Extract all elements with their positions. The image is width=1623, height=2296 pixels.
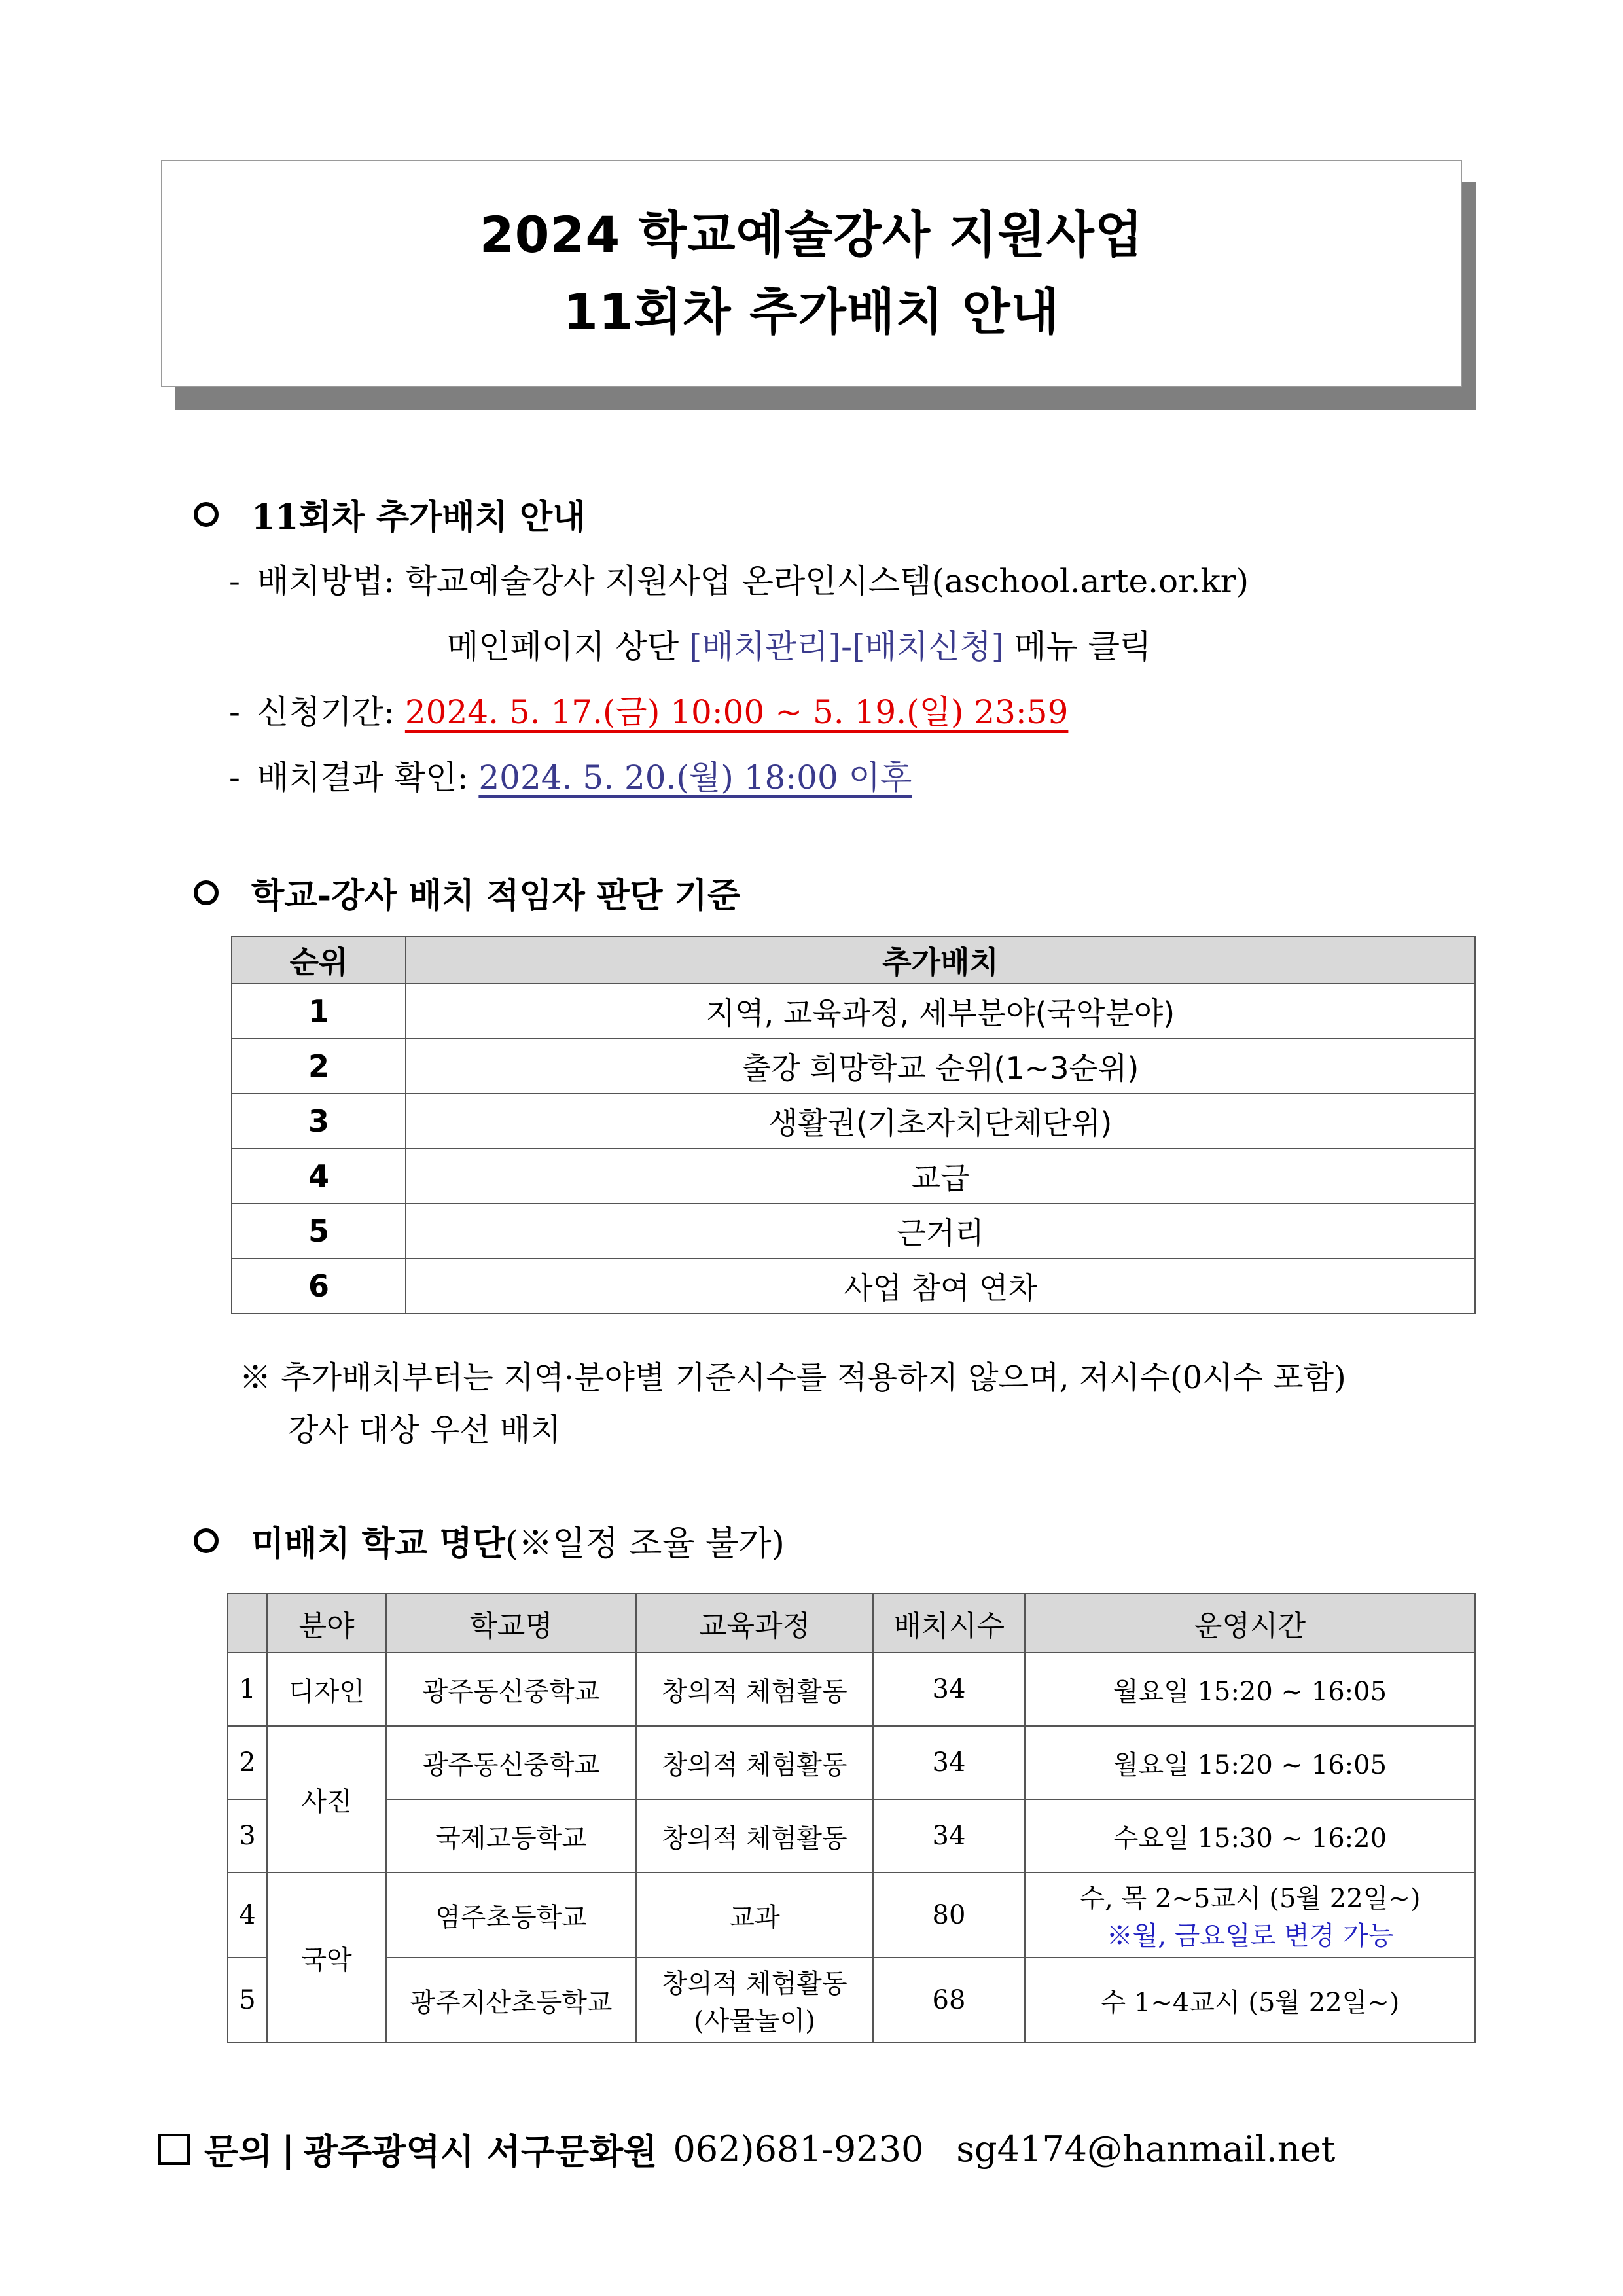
- note-line-1: ※ 추가배치부터는 지역·분야별 기준시수를 적용하지 않으며, 저시수(0시수 포함): [240, 1359, 1346, 1396]
- note-line-2: 강사 대상 우선 배치: [288, 1412, 561, 1448]
- course-text: 창의적 체험활동: [662, 1969, 847, 1999]
- time-cell: [1025, 1873, 1475, 1958]
- result-label: 배치결과 확인:: [257, 759, 469, 797]
- time-header: 운영시간: [1025, 1594, 1475, 1653]
- school-cell: 염주초등학교: [386, 1873, 636, 1958]
- table-row: [228, 1873, 1475, 1958]
- no-cell: 4: [228, 1873, 267, 1958]
- method-label: 배치방법:: [257, 562, 395, 600]
- method-line-2: [447, 620, 1151, 668]
- divider-bar: |: [281, 2128, 294, 2170]
- course-cell: 창의적 체험활동: [636, 1726, 873, 1799]
- title-line-1: 2024 학교예술강사 지원사업: [479, 206, 1144, 264]
- period-value: 2024. 5. 17.(금) 10:00 ~ 5. 19.(일) 23:59: [404, 693, 1069, 731]
- section2-heading-text: 학교-강사 배치 적임자 판단 기준: [251, 876, 741, 916]
- table-row: [232, 1094, 1475, 1149]
- title-box: [161, 160, 1462, 387]
- circle-bullet-icon: [194, 1528, 219, 1553]
- field-cell: 디자인: [267, 1653, 386, 1726]
- time-cell: 월요일 15:20 ~ 16:05: [1025, 1726, 1475, 1799]
- time-cell: 수요일 15:30 ~ 16:20: [1025, 1799, 1475, 1873]
- rank-header: 순위: [232, 937, 406, 984]
- table-row: [232, 1204, 1475, 1259]
- table-row: [232, 1149, 1475, 1204]
- table-row: [228, 1726, 1475, 1799]
- contact-footer: [158, 2124, 1335, 2174]
- school-cell: 광주지산초등학교: [386, 1958, 636, 2043]
- result-line: - 배치결과 확인: 2024. 5. 20.(월) 18:00 이후: [229, 759, 912, 797]
- section3-heading-light: (※일정 조율 불가): [505, 1524, 785, 1564]
- section3-heading-bold: 미배치 학교 명단: [251, 1524, 505, 1564]
- method-line2-pre: 메인페이지 상단: [447, 628, 689, 666]
- no-cell: 1: [228, 1653, 267, 1726]
- method-value: 학교예술강사 지원사업 온라인시스템(aschool.arte.or.kr): [404, 562, 1249, 600]
- contact-email: sg4174@hanmail.net: [956, 2128, 1336, 2170]
- course-cell: [636, 1958, 873, 2043]
- result-value: 2024. 5. 20.(월) 18:00 이후: [478, 759, 912, 797]
- course-cell: 창의적 체험활동: [636, 1653, 873, 1726]
- criteria-cell: 지역, 교육과정, 세부분야(국악분야): [406, 984, 1475, 1039]
- rank-cell: 6: [232, 1259, 406, 1314]
- school-header-row: [228, 1594, 1475, 1653]
- method-line: - 배치방법: 학교예술강사 지원사업 온라인시스템(aschool.arte.or.kr): [229, 562, 1249, 600]
- course-sub-text: (사물놀이): [694, 2006, 815, 2036]
- contact-org: 광주광역시 서구문화원: [303, 2130, 658, 2172]
- rank-cell: 5: [232, 1204, 406, 1259]
- school-table: [227, 1593, 1476, 2043]
- course-header: 교육과정: [636, 1594, 873, 1653]
- time-note: ※월, 금요일로 변경 가능: [1106, 1921, 1394, 1951]
- table-row: [228, 1799, 1475, 1873]
- no-cell: 2: [228, 1726, 267, 1799]
- hours-cell: 34: [873, 1726, 1025, 1799]
- time-text: 수, 목 2~5교시 (5월 22일~): [1079, 1884, 1421, 1914]
- section1-heading-text: 11회차 추가배치 안내: [251, 497, 586, 537]
- contact-label: 문의: [204, 2130, 273, 2172]
- table-row: [232, 1039, 1475, 1094]
- title-line-2: 11회차 추가배치 안내: [563, 283, 1060, 341]
- time-cell: 수 1~4교시 (5월 22일~): [1025, 1958, 1475, 2043]
- field-header: 분야: [267, 1594, 386, 1653]
- field-cell: 국악: [267, 1873, 386, 2043]
- criteria-cell: 사업 참여 연차: [406, 1259, 1475, 1314]
- school-cell: 광주동신중학교: [386, 1726, 636, 1799]
- menu-path: [배치관리]-[배치신청]: [688, 628, 1005, 666]
- criteria-cell: 출강 희망학교 순위(1~3순위): [406, 1039, 1475, 1094]
- school-header: 학교명: [386, 1594, 636, 1653]
- rank-cell: 4: [232, 1149, 406, 1204]
- hours-cell: 34: [873, 1653, 1025, 1726]
- table-row: [232, 984, 1475, 1039]
- criteria-table: [231, 936, 1476, 1314]
- table-row: [232, 1259, 1475, 1314]
- section2-heading: [194, 868, 740, 917]
- criteria-cell: 교급: [406, 1149, 1475, 1204]
- rank-cell: 2: [232, 1039, 406, 1094]
- course-cell: 교과: [636, 1873, 873, 1958]
- rank-cell: 1: [232, 984, 406, 1039]
- rank-cell: 3: [232, 1094, 406, 1149]
- criteria-cell: 생활권(기초자치단체단위): [406, 1094, 1475, 1149]
- criteria-header: 추가배치: [406, 937, 1475, 984]
- time-cell: 월요일 15:20 ~ 16:05: [1025, 1653, 1475, 1726]
- circle-bullet-icon: [194, 502, 219, 527]
- hours-cell: 80: [873, 1873, 1025, 1958]
- course-cell: 창의적 체험활동: [636, 1799, 873, 1873]
- circle-bullet-icon: [194, 880, 219, 905]
- field-cell: 사진: [267, 1726, 386, 1873]
- no-header: [228, 1594, 267, 1653]
- no-cell: 5: [228, 1958, 267, 2043]
- no-cell: 3: [228, 1799, 267, 1873]
- section1-heading: [194, 490, 585, 539]
- hours-cell: 34: [873, 1799, 1025, 1873]
- table-row: [228, 1653, 1475, 1726]
- school-cell: 광주동신중학교: [386, 1653, 636, 1726]
- checkbox-square-icon: [158, 2134, 190, 2165]
- section3-heading: [194, 1516, 785, 1565]
- method-line2-post: 메뉴 클릭: [1004, 628, 1152, 666]
- period-label: 신청기간:: [257, 693, 395, 731]
- period-line: - 신청기간: 2024. 5. 17.(금) 10:00 ~ 5. 19.(일) 23:59: [229, 693, 1069, 731]
- table-row: [228, 1958, 1475, 2043]
- criteria-cell: 근거리: [406, 1204, 1475, 1259]
- hours-cell: 68: [873, 1958, 1025, 2043]
- hours-header: 배치시수: [873, 1594, 1025, 1653]
- contact-phone: 062)681-9230: [673, 2128, 924, 2170]
- criteria-header-row: [232, 937, 1475, 984]
- school-cell: 국제고등학교: [386, 1799, 636, 1873]
